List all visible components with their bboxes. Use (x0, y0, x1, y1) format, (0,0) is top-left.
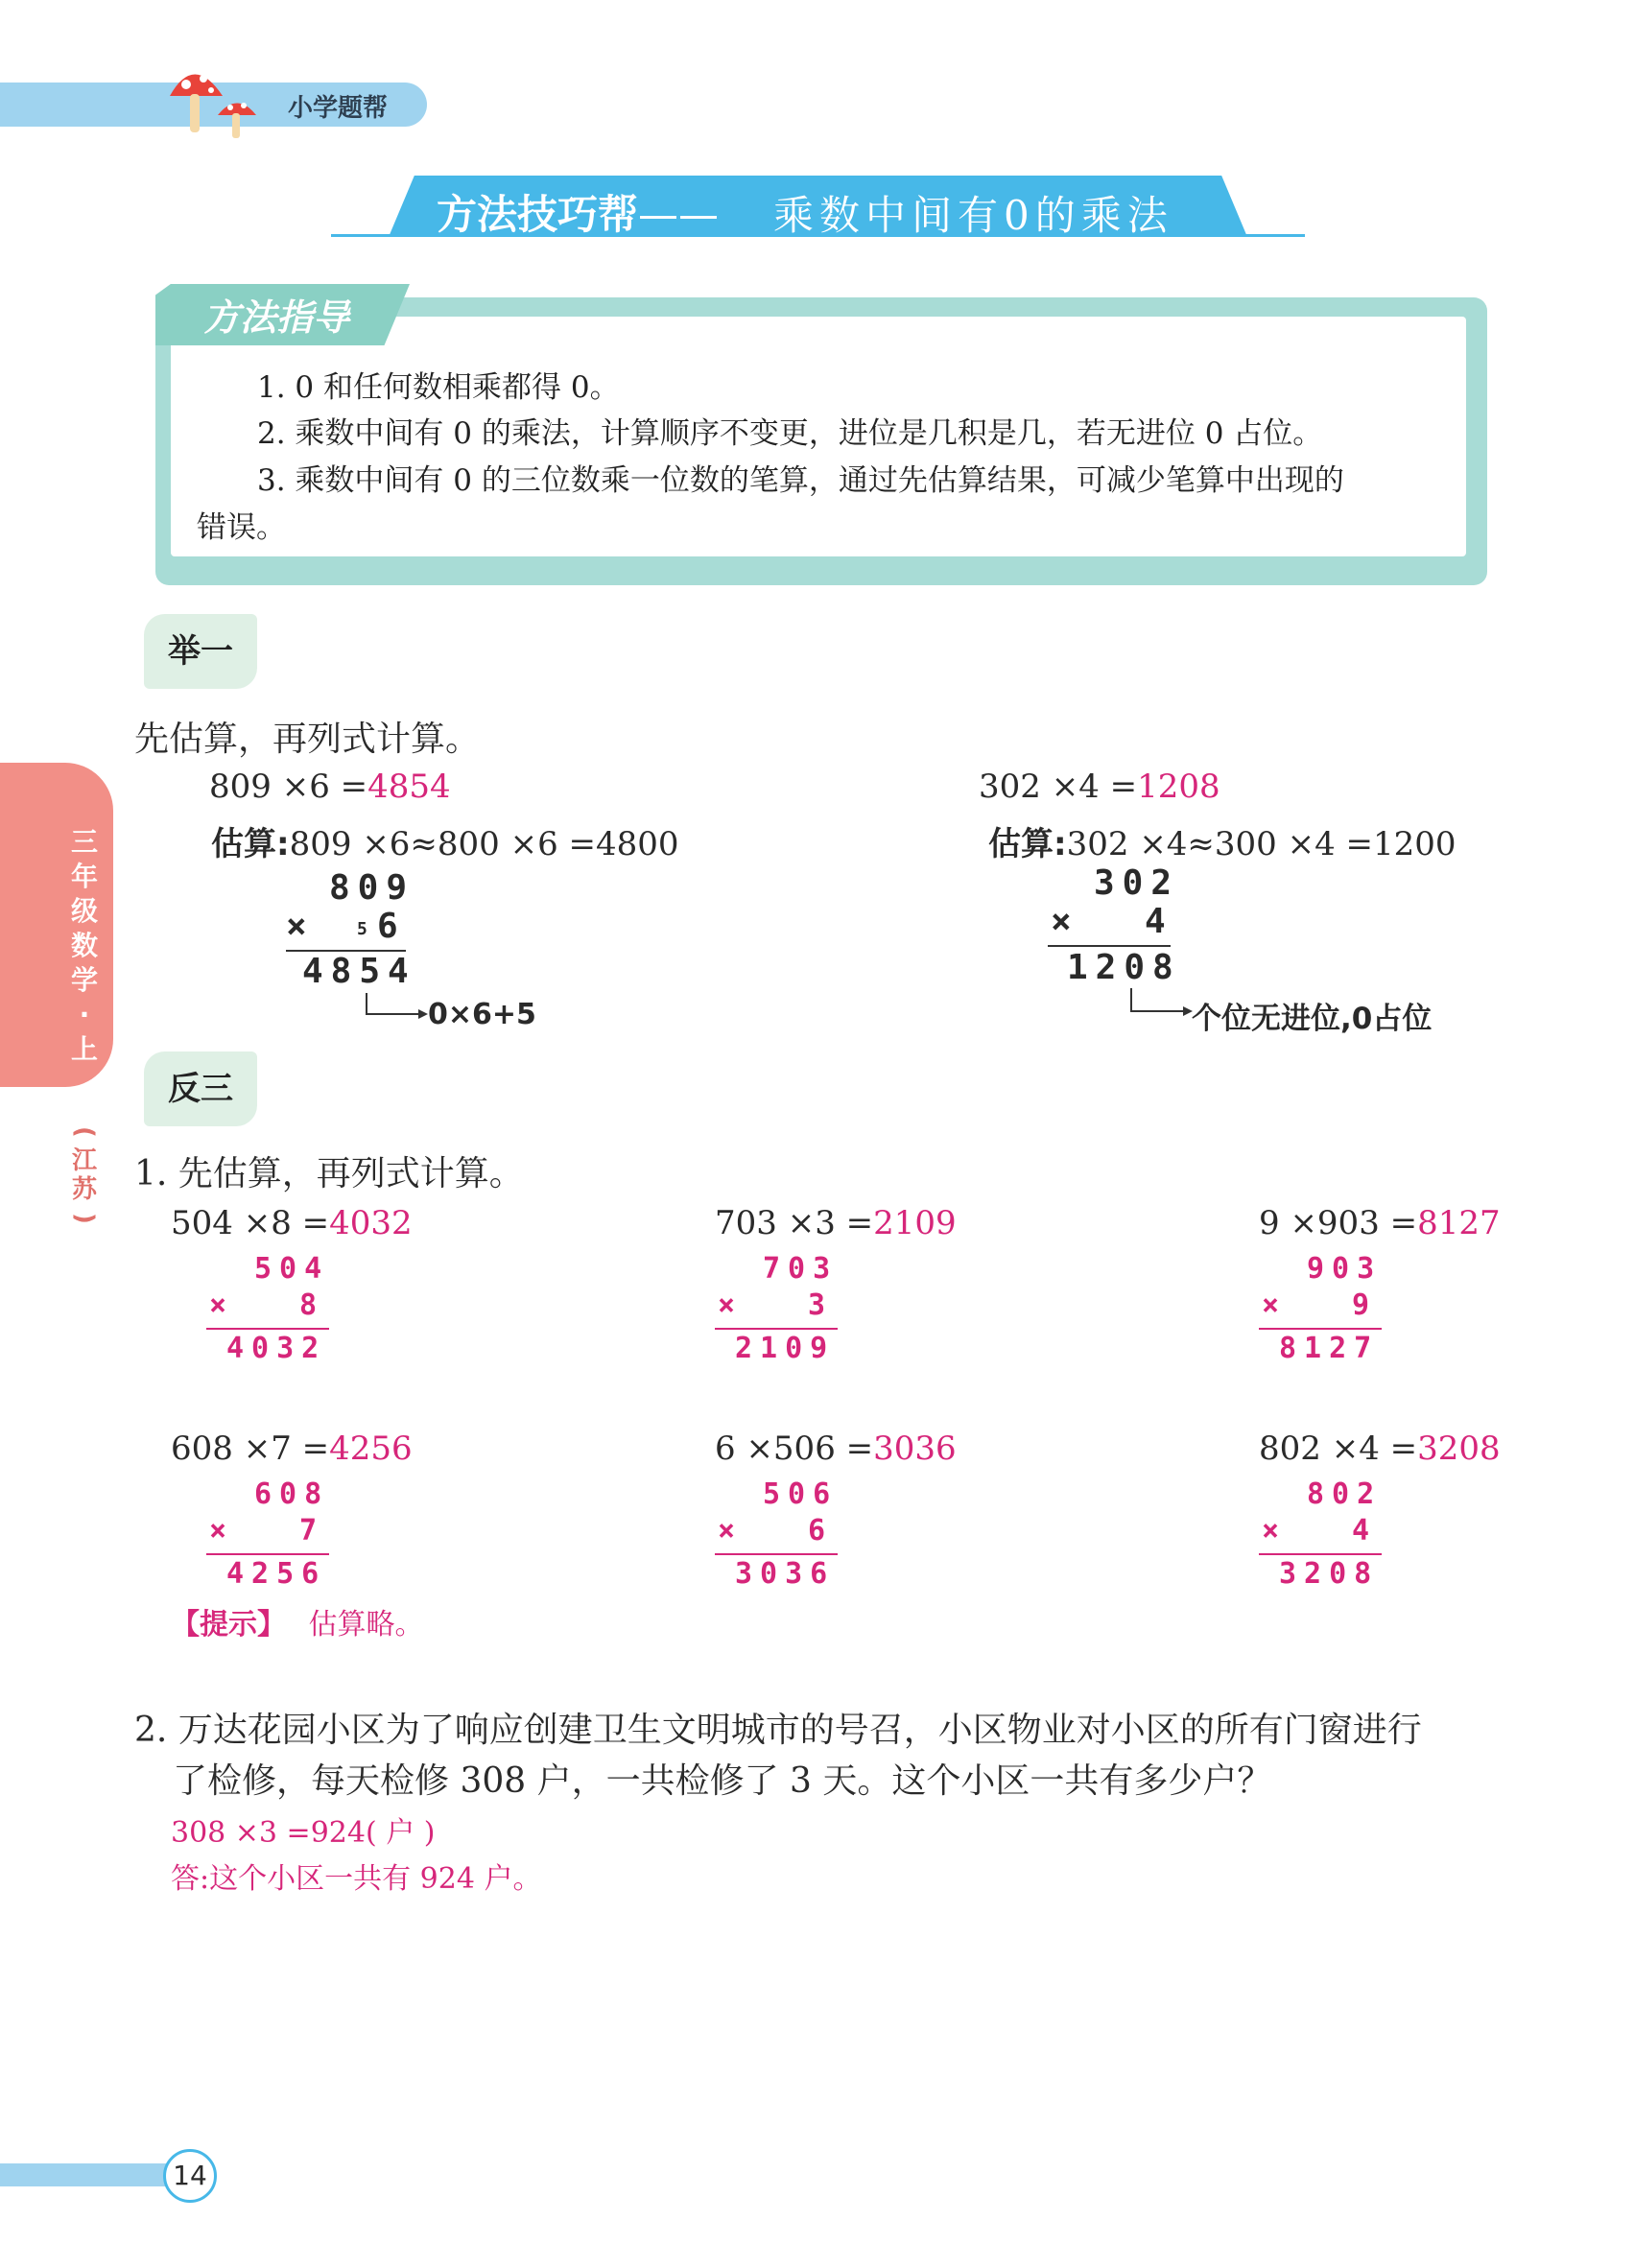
problem-2-result: 2109 (735, 1332, 836, 1365)
example-right-multiplier: 4 (1145, 902, 1173, 941)
example-right-top: 302 (1094, 863, 1180, 903)
problem-4-rule (206, 1553, 329, 1555)
page-number: 14 (163, 2149, 217, 2203)
problem-5-mult: 6 (808, 1514, 834, 1547)
problem-5-answer: 3036 (873, 1429, 957, 1468)
title-main (437, 183, 719, 241)
example-label: 举一 (144, 614, 257, 689)
guide-item-3: 3. 乘数中间有 0 的三位数乘一位数的笔算，通过先估算结果，可减少笔算中出现的 (257, 463, 1344, 498)
practice-q2-line1: 2. 万达花园小区为了响应创建卫生文明城市的号召，小区物业对小区的所有门窗进行 (134, 1711, 1422, 1750)
example-left-carry: 5 (357, 919, 367, 939)
problem-4-times: × (209, 1514, 235, 1547)
brand-name: 小学题帮 (288, 94, 389, 123)
problem-3-mult: 9 (1352, 1288, 1378, 1322)
example-left-arrow-icon (363, 993, 430, 1031)
example-left-estimate (211, 817, 679, 864)
example-left-times: × (286, 907, 315, 946)
problem-6-expr-text: 802 ×4 = (1259, 1429, 1418, 1468)
problem-5-expr (715, 1429, 957, 1468)
problem-2-rule (715, 1328, 838, 1330)
problem-5-rule (715, 1553, 838, 1555)
practice-q2-line2: 了检修，每天检修 308 户，一共检修了 3 天。这个小区一共有多少户？ (173, 1761, 1272, 1801)
side-region-label (65, 1118, 104, 1233)
problem-2-mult: 3 (808, 1288, 834, 1322)
side-region-char: 江 (71, 1146, 97, 1175)
practice-hint-label: 【提示】 (171, 1608, 286, 1642)
practice-label: 反三 (144, 1051, 257, 1126)
problem-5-times: × (718, 1514, 744, 1547)
problem-2-expr-text: 703 ×3 = (715, 1204, 874, 1242)
problem-6-times: × (1262, 1514, 1288, 1547)
example-right-arrow-icon (1127, 988, 1195, 1027)
example-right-estimate-label: 估算: (988, 825, 1067, 863)
side-region-char: 苏 (71, 1175, 97, 1204)
problem-4-expr-text: 608 ×7 = (171, 1429, 330, 1468)
side-region-char: ( (70, 1126, 99, 1138)
problem-1-mult: 8 (299, 1288, 325, 1322)
example-right-expr (979, 768, 1220, 806)
problem-4-expr (171, 1429, 413, 1468)
guide-tab-label: 方法指导 (203, 296, 350, 339)
example-right-estimate (988, 817, 1456, 864)
example-left-note: 0×6+5 (428, 998, 536, 1031)
practice-hint (171, 1600, 424, 1642)
example-left-expr (209, 768, 451, 806)
problem-3-times: × (1262, 1288, 1288, 1322)
problem-4-result: 4256 (226, 1557, 327, 1591)
problem-5-expr-text: 6 ×506 = (715, 1429, 874, 1468)
guide-item-2: 2. 乘数中间有 0 的乘法，计算顺序不变更，进位是几积是几，若无进位 0 占位。 (257, 416, 1323, 451)
problem-1-expr-text: 504 ×8 = (171, 1204, 330, 1242)
side-grade-char: 上 (70, 1033, 98, 1065)
example-left-estimate-label: 估算: (211, 825, 290, 863)
mushroom-logo-icon (165, 58, 280, 144)
side-grade-char: 三 (70, 826, 98, 858)
side-grade-char: 数 (70, 930, 98, 961)
example-left-multiplier: 6 (377, 907, 406, 946)
problem-6-top: 802 (1307, 1477, 1383, 1511)
problem-6-mult: 4 (1352, 1514, 1378, 1547)
guide-item-1: 1. 0 和任何数相乘都得 0。 (257, 370, 620, 405)
problem-4-top: 608 (254, 1477, 330, 1511)
side-grade-label (63, 825, 106, 1067)
example-left-top: 809 (329, 868, 415, 908)
example-right-estimate-text: 302 ×4≈300 ×4 =1200 (1066, 825, 1456, 863)
example-right-expr-text: 302 ×4 = (979, 768, 1138, 806)
example-left-expr-text: 809 ×6 = (209, 768, 368, 806)
title-sub: 乘数中间有0的乘法 (773, 192, 1173, 239)
problem-4-answer: 4256 (329, 1429, 413, 1468)
example-instruction: 先估算，再列式计算。 (134, 720, 481, 759)
problem-1-answer: 4032 (329, 1204, 413, 1242)
practice-q2-calc: 308 ×3 =924( 户 ) (171, 1816, 436, 1850)
problem-1-expr (171, 1204, 413, 1242)
problem-3-rule (1259, 1328, 1382, 1330)
example-right-result: 1208 (1067, 948, 1181, 987)
side-grade-char: 年 (70, 861, 98, 892)
practice-q1: 1. 先估算，再列式计算。 (134, 1154, 524, 1193)
problem-2-top: 703 (763, 1252, 839, 1286)
problem-1-result: 4032 (226, 1332, 327, 1365)
example-left-answer: 4854 (367, 768, 451, 806)
problem-5-top: 506 (763, 1477, 839, 1511)
side-grade-char: 学 (70, 964, 98, 996)
problem-3-result: 8127 (1279, 1332, 1380, 1365)
problem-2-times: × (718, 1288, 744, 1322)
problem-3-expr (1259, 1204, 1501, 1242)
page-number-bar (0, 2163, 178, 2186)
problem-5-result: 3036 (735, 1557, 836, 1591)
problem-6-result: 3208 (1279, 1557, 1380, 1591)
problem-1-rule (206, 1328, 329, 1330)
problem-1-top: 504 (254, 1252, 330, 1286)
example-right-note: 个位无进位,0占位 (1192, 1002, 1433, 1036)
example-left-result: 4854 (302, 952, 416, 991)
practice-hint-text: 估算略。 (308, 1608, 424, 1642)
problem-3-expr-text: 9 ×903 = (1259, 1204, 1418, 1242)
problem-1-times: × (209, 1288, 235, 1322)
problem-6-expr (1259, 1429, 1501, 1468)
side-region-char: ) (70, 1213, 99, 1224)
title-dash: —— (638, 191, 720, 238)
practice-q2-answer: 答:这个小区一共有 924 户。 (171, 1862, 542, 1896)
problem-2-answer: 2109 (873, 1204, 957, 1242)
problem-2-expr (715, 1204, 957, 1242)
problem-3-answer: 8127 (1417, 1204, 1501, 1242)
example-right-answer: 1208 (1137, 768, 1220, 806)
example-right-rule (1048, 945, 1171, 947)
example-left-estimate-text: 809 ×6≈800 ×6 =4800 (289, 825, 679, 863)
side-grade-char: 级 (70, 895, 98, 927)
problem-4-mult: 7 (299, 1514, 325, 1547)
example-right-times: × (1051, 902, 1079, 941)
guide-item-3-cont: 错误。 (197, 510, 286, 545)
problem-6-answer: 3208 (1417, 1429, 1501, 1468)
problem-3-top: 903 (1307, 1252, 1383, 1286)
side-grade-char: · (79, 999, 90, 1030)
problem-6-rule (1259, 1553, 1382, 1555)
title-main-text: 方法技巧帮 (437, 191, 639, 238)
